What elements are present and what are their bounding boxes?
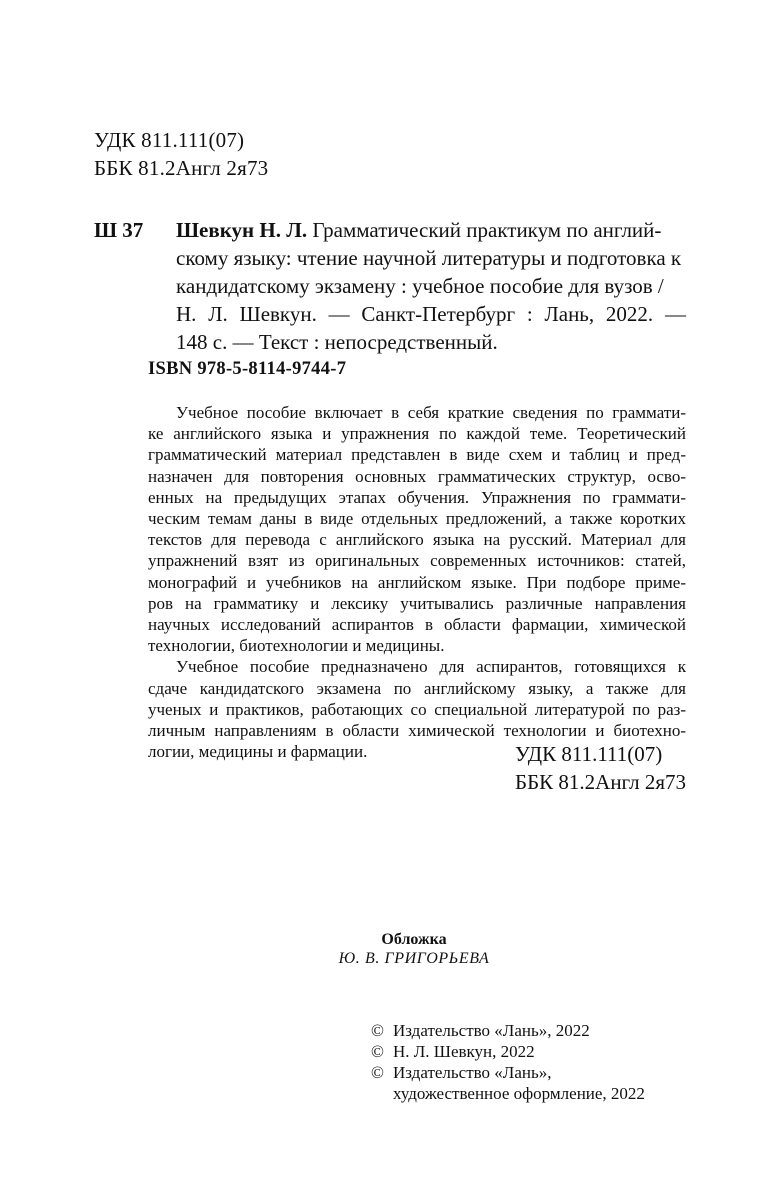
annotation-line: научных исследований аспирантов в области фармации, химической <box>148 615 686 635</box>
copyright-block <box>371 1020 645 1104</box>
annotation-line: Учебное пособие предназначено для аспирантов, готовящихся к <box>176 657 686 677</box>
catalog-line <box>176 216 686 244</box>
annotation-line: грамматический материал представлен в виде схем и таблиц и пред- <box>148 445 686 465</box>
annotation-line: упражнений взят из оригинальных современных источников: статей, <box>148 551 686 571</box>
title-start: Грамматический практикум по англий- <box>307 218 662 242</box>
annotation-line: Учебное пособие включает в себя краткие сведения по граммати- <box>176 403 686 422</box>
bbk-code: ББК 81.2Англ 2я73 <box>515 770 686 794</box>
annotation-line: ке английского языка и упражнения по каждой теме. Теоретический <box>148 424 686 444</box>
copyright-continuation: художественное оформление, 2022 <box>393 1084 645 1103</box>
annotation-line: логии, медицины и фармации. <box>148 742 368 762</box>
cover-designer: Ю. В. ГРИГОРЬЕВА <box>338 950 490 967</box>
author-mark: Ш 37 <box>94 218 144 242</box>
copyright-line <box>371 1020 645 1041</box>
copyright-text: Издательство «Лань», 2022 <box>393 1021 590 1040</box>
copyright-icon: © <box>371 1021 384 1040</box>
annotation-line: текстов для перевода с английского языка на русский. Материал для <box>148 530 686 550</box>
catalog-line: 148 с. — Текст : непосредственный. <box>176 330 498 354</box>
annotation <box>148 402 686 762</box>
annotation-line: енных на предыдущих этапах обучения. Упражнения по граммати- <box>148 487 686 507</box>
copyright-text: Н. Л. Шевкун, 2022 <box>393 1042 535 1061</box>
catalog-line: Н. Л. Шевкун. — Санкт-Петербург : Лань, 2022. — <box>176 302 686 326</box>
annotation-line: сдаче кандидатского экзамена по английскому языку, а также для <box>148 678 686 698</box>
copyright-icon: © <box>371 1042 384 1061</box>
copyright-line <box>371 1062 645 1083</box>
annotation-line: технологии, биотехнологии и медицины. <box>148 636 445 656</box>
isbn: ISBN 978-5-8114-9744-7 <box>148 359 347 379</box>
annotation-line: назначен для повторения основных грамматических структур, осво- <box>148 466 686 486</box>
annotation-line: монографий и учебников на английском языке. При подборе приме- <box>148 572 686 592</box>
catalog-line: кандидатскому экзамену : учебное пособие для вузов / <box>176 274 664 298</box>
annotation-line: ческим темам даны в виде отдельных предложений, а также коротких <box>148 509 686 529</box>
catalog-entry <box>176 216 686 356</box>
annotation-line: личным направлениям в области химической технологии и биотехно- <box>148 721 686 741</box>
udk-code: УДК 811.111(07) <box>94 128 245 152</box>
author-name: Шевкун Н. Л. <box>176 218 308 242</box>
cover-label: Обложка <box>381 931 447 948</box>
classification-bottom <box>515 740 686 796</box>
copyright-text: Издательство «Лань», <box>393 1063 552 1082</box>
annotation-line: ученых и практиков, работающих со специальной литературой по раз- <box>148 699 686 719</box>
annotation-line: ров на грамматику и лексику учитывались различные направления <box>148 593 686 613</box>
catalog-line: скому языку: чтение научной литературы и подготовка к <box>176 246 682 270</box>
cover-credit <box>0 930 768 968</box>
classification-top <box>94 126 268 182</box>
bbk-code: ББК 81.2Англ 2я73 <box>94 156 269 180</box>
copyright-line <box>371 1041 645 1062</box>
copyright-icon: © <box>371 1063 384 1082</box>
udk-code: УДК 811.111(07) <box>515 742 663 766</box>
